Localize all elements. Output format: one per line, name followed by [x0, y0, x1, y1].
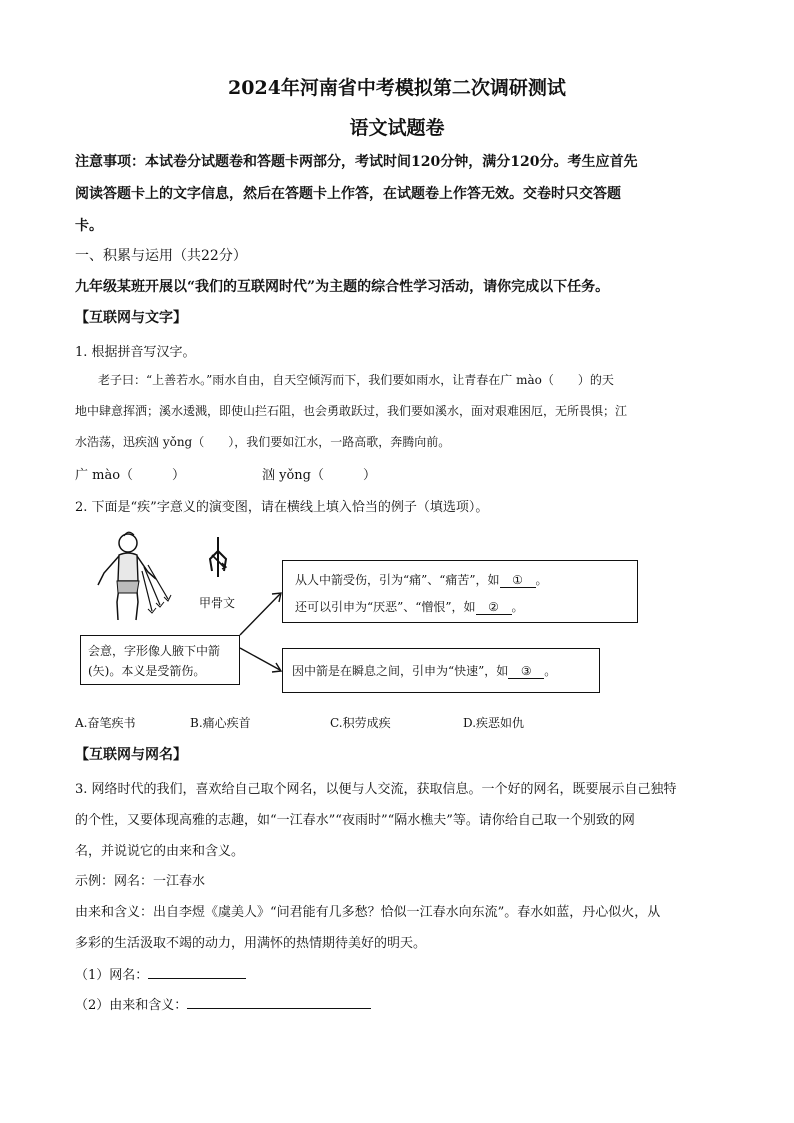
q1-stem: 1. 根据拼音写汉字。 [75, 345, 196, 360]
notice-label: 注意事项： [75, 154, 145, 170]
page-title: 2024年河南省中考模拟第二次调研测试 [228, 77, 566, 99]
q3-answer-origin-row [75, 994, 371, 1013]
section-intro: 九年级某班开展以“我们的互联网时代”为主题的综合性学习活动，请你完成以下任务。 [75, 279, 610, 295]
q1-passage-line1: 老子曰：“上善若水。”雨水自由，自天空倾泻而下，我们要如雨水，让青春在广 mào（ ）的天 [98, 373, 614, 387]
answer-blank-1[interactable]: ① [500, 573, 536, 588]
meaning-box-fast [282, 648, 600, 693]
notice-line1: 注意事项：本试卷分试题卷和答题卡两部分，考试时间120分钟，满分120分。考生应首先 [75, 154, 638, 170]
option-a[interactable]: A.奋笔疾书 [75, 716, 136, 730]
q3-answer-name-row [75, 964, 246, 983]
origin-text-line1: 会意，字形像人腋下中箭 [88, 644, 221, 658]
option-c[interactable]: C.积劳成疾 [330, 716, 391, 730]
q2-stem: 2. 下面是“疾”字意义的演变图，请在横线上填入恰当的例子（填选项）。 [75, 500, 489, 515]
answer-blank-2[interactable]: ② [476, 600, 512, 615]
box1-line2: 还可以引申为“厌恶”、“憎恨”，如 ② 。 [295, 600, 524, 614]
notice-line2: 阅读答题卡上的文字信息，然后在答题卡上作答，在试题卷上作答无效。交卷时只交答题 [75, 186, 621, 202]
section-heading: 一、积累与运用（共22分） [75, 248, 247, 264]
part2-heading: 【互联网与网名】 [75, 747, 187, 763]
oracle-bone-label: 甲骨文 [199, 596, 236, 610]
q3-example: 示例：网名：一江春水 [75, 874, 206, 889]
option-b[interactable]: B.痛心疾首 [190, 716, 251, 730]
answer-name-label: （1）网名： [75, 968, 149, 983]
notice-line3: 卡。 [75, 218, 103, 234]
q1-blank-mao[interactable]: 广 mào（ ） [75, 468, 186, 483]
origin-text-line2: (矢)。本义是受箭伤。 [88, 664, 206, 678]
box1-line1: 从人中箭受伤，引为“痛”、“痛苦”，如 ① 。 [295, 573, 548, 587]
q3-line1: 3. 网络时代的我们，喜欢给自己取个网名，以便与人交流，获取信息。一个好的网名，既要展示自己独特 [75, 782, 677, 797]
q3-origin-line2: 多彩的生活汲取不竭的动力，用满怀的热情期待美好的明天。 [75, 936, 427, 951]
answer-blank-3[interactable]: ③ [508, 664, 544, 679]
page-subtitle: 语文试题卷 [349, 117, 445, 139]
answer-name-blank[interactable] [148, 965, 246, 979]
q1-blank-yong[interactable]: 汹 yǒng（ ） [262, 468, 376, 483]
diagram-arrows [236, 590, 286, 680]
q3-line3: 名，并说说它的由来和含义。 [75, 844, 245, 859]
option-d[interactable]: D.疾恶如仇 [463, 716, 525, 730]
meaning-box-pain-hate [282, 560, 638, 623]
q3-origin-line1: 由来和含义：出自李煜《虞美人》“问君能有几多愁？恰似一江春水向东流”。春水如蓝，丹心似火，从 [75, 905, 661, 920]
part1-heading: 【互联网与文字】 [75, 310, 187, 326]
q3-line2: 的个性，又要体现高雅的志趣，如“一江春水”“夜雨时”“隔水樵夫”等。请你给自己取一个别致的网 [75, 813, 635, 828]
q1-passage-line3: 水浩荡，迅疾汹 yǒng（ ），我们要如江水，一路高歌，奔腾向前。 [75, 435, 451, 449]
answer-origin-blank[interactable] [187, 995, 371, 1009]
answer-origin-label: （2）由来和含义： [75, 998, 188, 1013]
box2-line: 因中箭是在瞬息之间，引申为“快速”，如 ③ 。 [292, 664, 557, 678]
origin-box [80, 635, 240, 685]
q1-passage-line2: 地中肆意挥洒；溪水逶溅，即使山拦石阻，也会勇敢跃过，我们要如溪水，面对艰难困厄，无所畏惧；江 [75, 404, 628, 418]
